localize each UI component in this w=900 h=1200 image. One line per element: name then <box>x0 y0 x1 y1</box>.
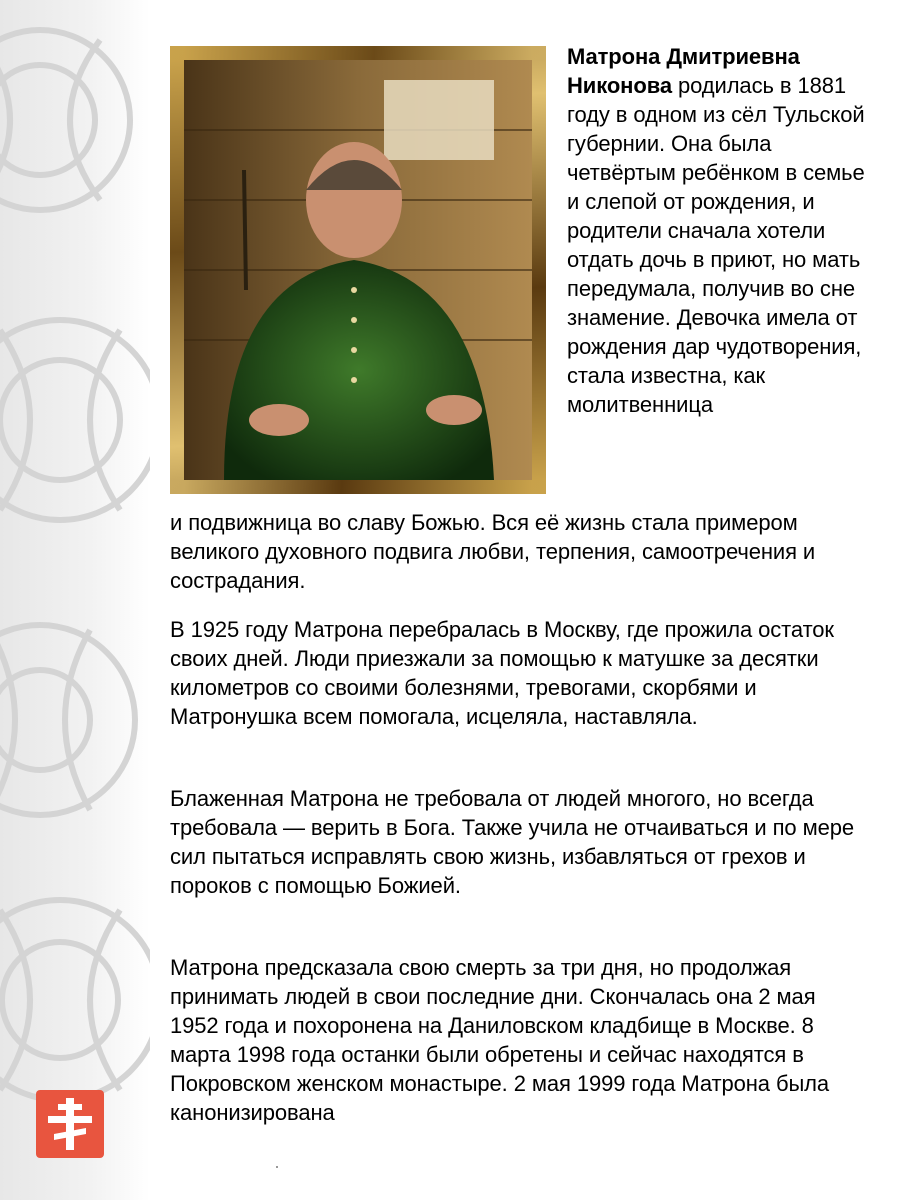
ornament-pattern <box>0 0 150 1200</box>
intro-name: Матрона Дмитриевна Никонова <box>567 44 800 98</box>
intro-text: родилась в 1881 году в одном из сёл Тульской губернии. Она была четвёртым ребёнком в семье и слепой от рождения, и родители сначала хотели отдать дочь в приют, но мать передумала, получив во сне знамение. Девочка имела от рождения дар чудотворения, стала известна, как молитвенница <box>567 73 865 417</box>
paragraph-moscow: В 1925 году Матрона перебралась в Москву, где прожила остаток своих дней. Люди приезжали за помощью к матушке за десятки километров со своими болезнями, тревогами, скорбями и Матронушка всем помогала, исцеляла, наставляла. <box>170 617 834 729</box>
portrait-painting <box>170 46 546 494</box>
paragraph-death: Матрона предсказала свою смерть за три дня, но продолжая принимать людей в свои последние дни. Скончалась она 2 мая 1952 года и похоронена на Даниловском кладбище в Москве. 8 марта 1998 года останки были обретены и сейчас находятся в Покровском женском монастыре. 2 мая 1999 года Матрона была канонизирована <box>170 955 830 1125</box>
intro-continuation: и подвижница во славу Божью. Вся её жизнь стала примером великого духовного подвига любви, терпения, самоотречения и сострадания. <box>170 510 816 593</box>
paragraph-teaching: Блаженная Матрона не требовала от людей многого, но всегда требовала — верить в Бога. Также учила не отчаиваться и по мере сил пытаться исправлять свою жизнь, избавляться от грехов и пороков с помощью Божией. <box>170 786 855 898</box>
orthodox-cross-logo <box>36 1090 104 1158</box>
stray-dot <box>276 1166 278 1168</box>
side-ornament <box>0 0 150 1200</box>
portrait-image <box>184 60 532 480</box>
intro-paragraph <box>567 42 872 419</box>
orthodox-cross-icon <box>36 1090 104 1158</box>
